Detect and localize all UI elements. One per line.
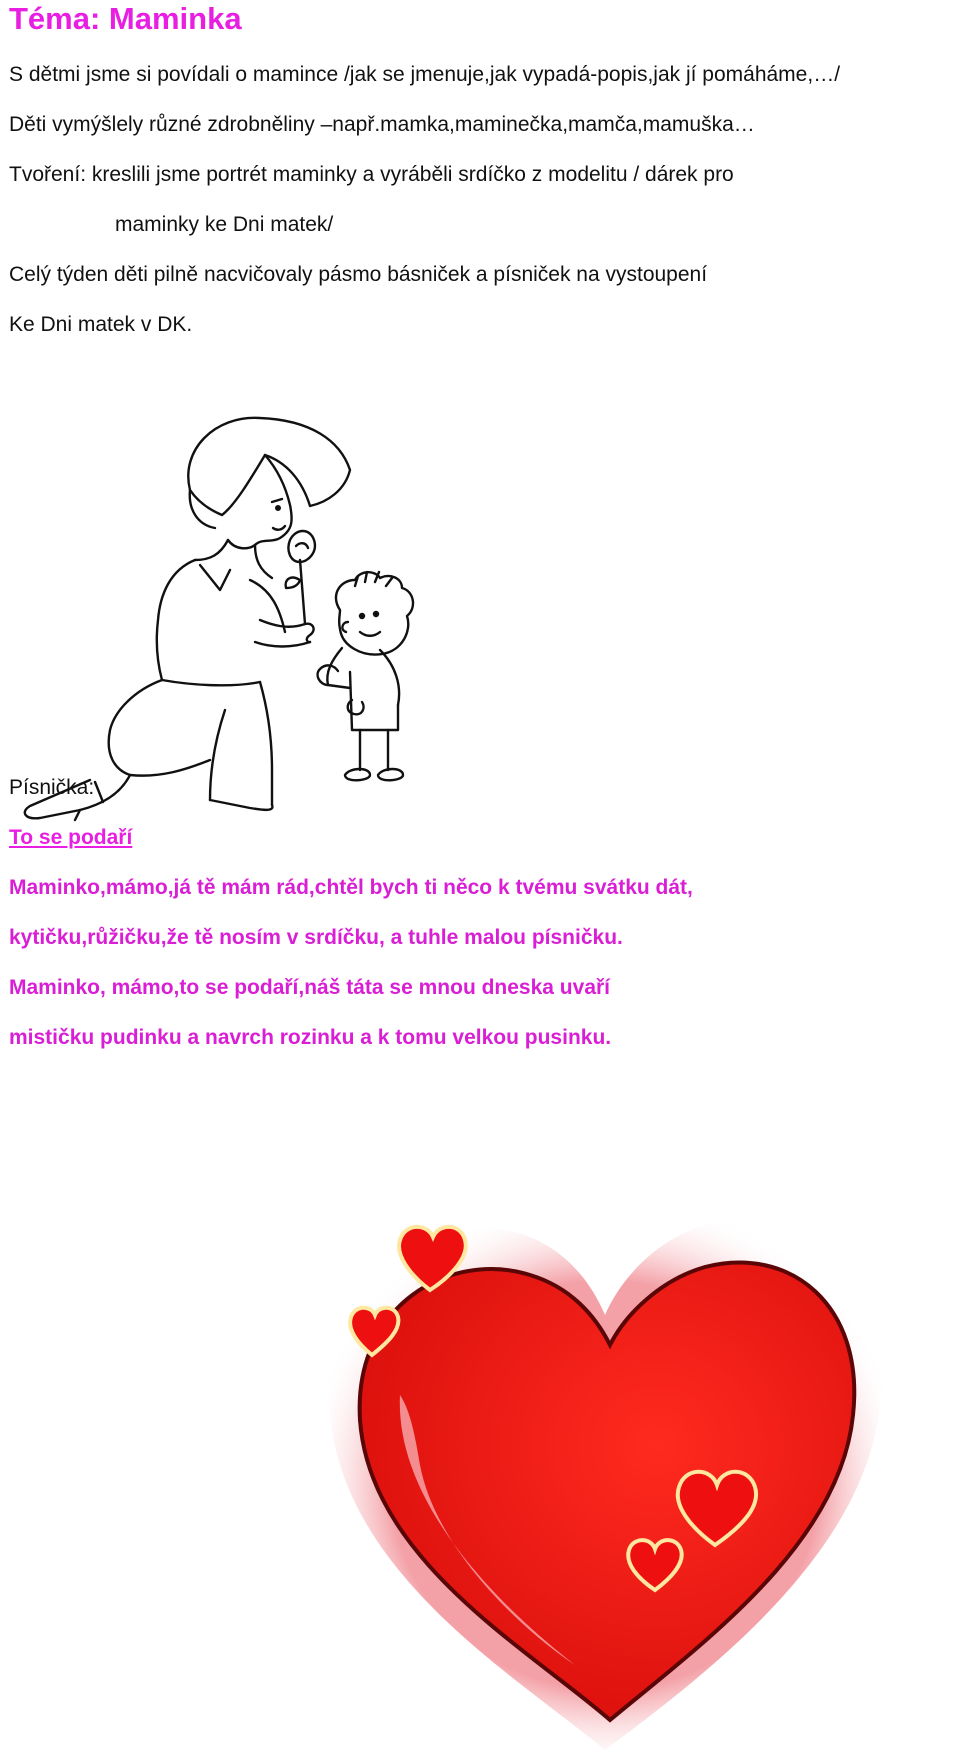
mother-child-illustration bbox=[10, 410, 480, 830]
paragraph-2: Děti vymýšlely různé zdrobněliny –např.mamka,maminečka,mamča,mamuška… bbox=[9, 113, 755, 136]
heart-illustration bbox=[315, 1195, 895, 1760]
paragraph-4: maminky ke Dni matek/ bbox=[115, 213, 334, 236]
paragraph-6: Ke Dni matek v DK. bbox=[9, 313, 193, 336]
song-title: To se podaří bbox=[9, 826, 133, 849]
lyric-line-4: mističku pudinku a navrch rozinku a k tomu velkou pusinku. bbox=[9, 1026, 612, 1049]
paragraph-1: S dětmi jsme si povídali o mamince /jak se jmenuje,jak vypadá-popis,jak jí pomáháme,…/ bbox=[9, 63, 841, 86]
lyric-line-3: Maminko, mámo,to se podaří,náš táta se mnou dneska uvaří bbox=[9, 976, 611, 999]
paragraph-3: Tvoření: kreslili jsme portrét maminky a vyráběli srdíčko z modelitu / dárek pro bbox=[9, 163, 734, 186]
lyric-line-2: kytičku,růžičku,že tě nosím v srdíčku, a tuhle malou písničku. bbox=[9, 926, 623, 949]
page-title: Téma: Maminka bbox=[9, 1, 242, 36]
paragraph-5: Celý týden děti pilně nacvičovaly pásmo básniček a písniček na vystoupení bbox=[9, 263, 708, 286]
lyric-line-1: Maminko,mámo,já tě mám rád,chtěl bych ti něco k tvému svátku dát, bbox=[9, 876, 693, 899]
song-label: Písnička: bbox=[9, 776, 95, 799]
